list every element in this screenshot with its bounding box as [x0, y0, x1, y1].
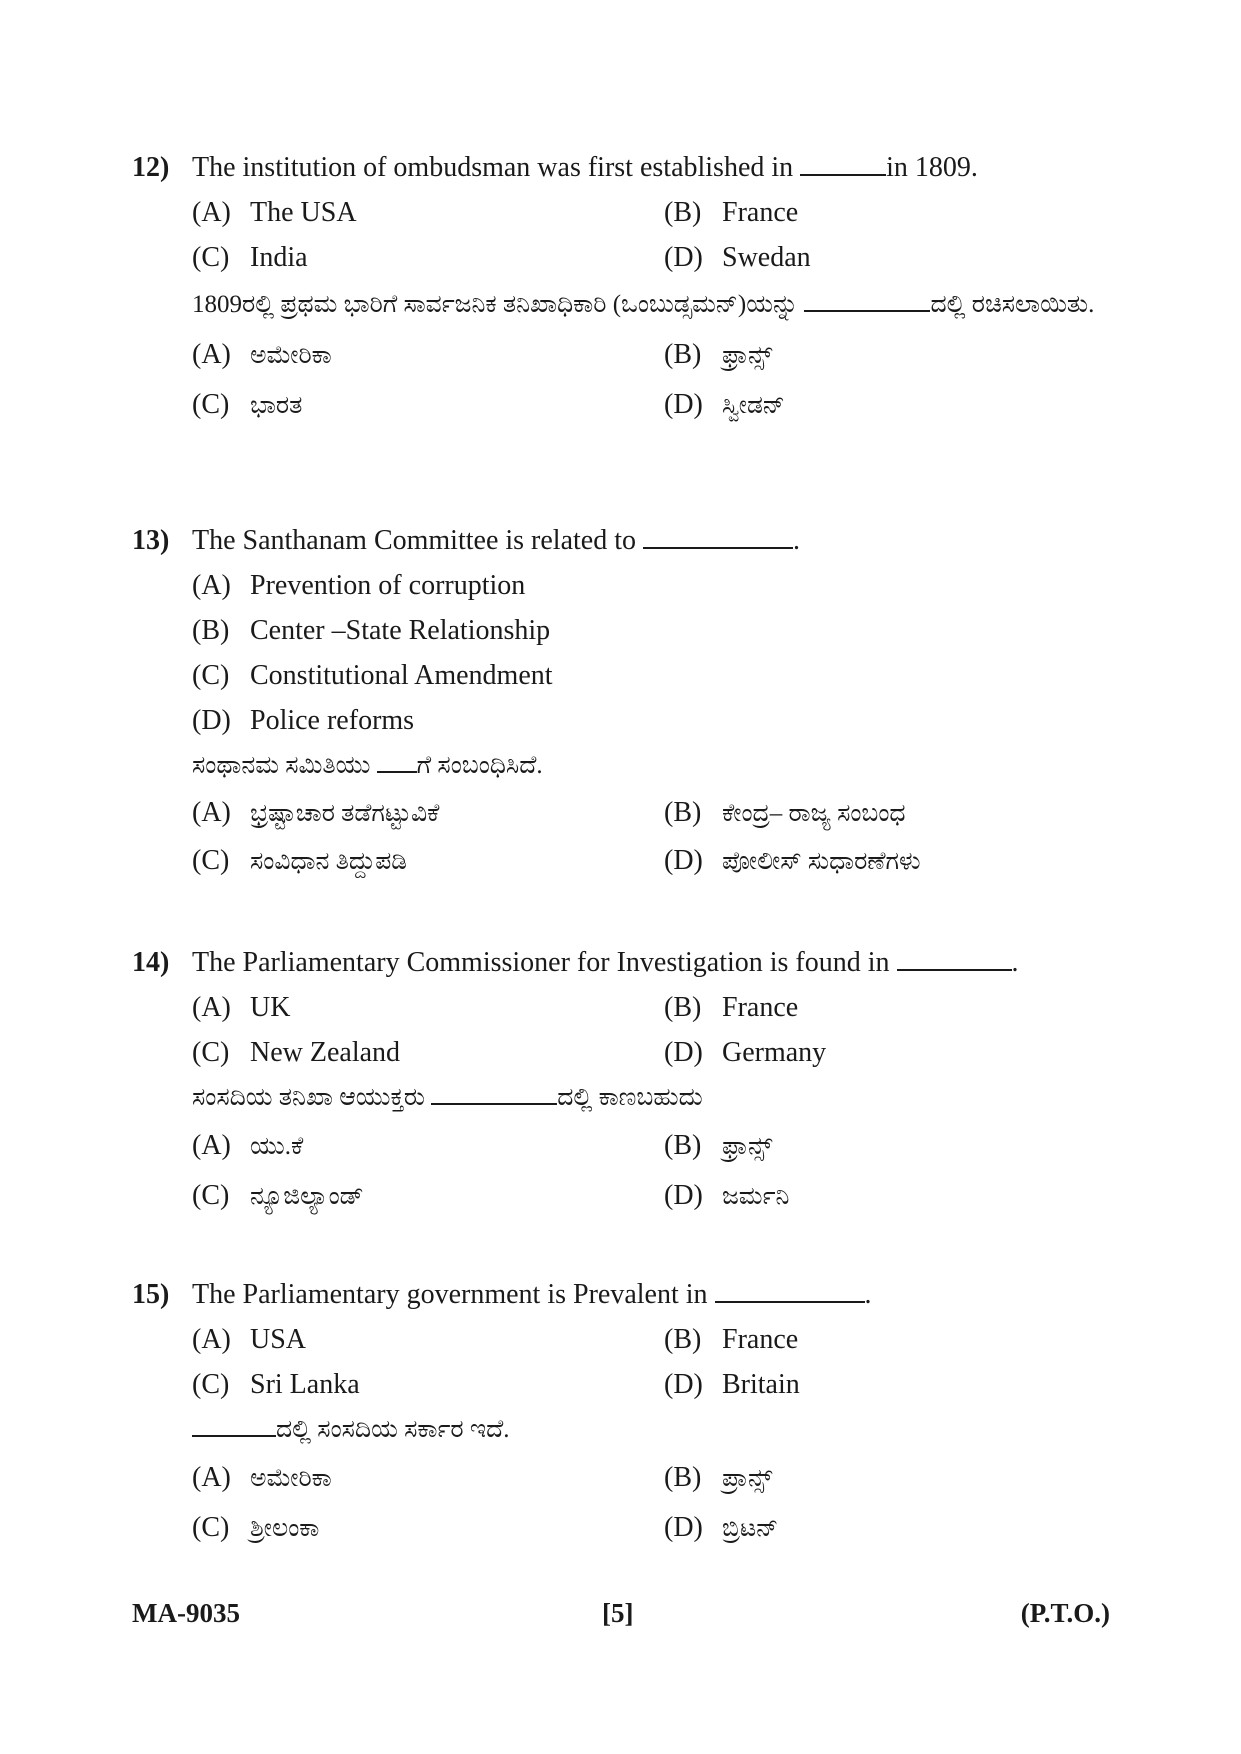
question-stem: [132, 940, 1122, 985]
option-c: (C) India: [192, 242, 308, 273]
kannada-option-b: (B) ಕೇಂದ್ರ– ರಾಜ್ಯ ಸಂಬಂಧ: [664, 797, 906, 828]
question-text: The Parliamentary government is Prevalent in .: [192, 1279, 872, 1310]
option-row: [132, 563, 1122, 608]
option-row: [132, 1317, 1122, 1362]
kannada-option-d: (D) ಬ್ರಿಟನ್: [664, 1512, 779, 1543]
option-row: [132, 698, 1122, 743]
question-number: 15): [132, 1279, 170, 1310]
answer-blank: [192, 1411, 276, 1437]
option-c: (C) New Zealand: [192, 1037, 401, 1068]
option-d: (D) Germany: [664, 1037, 827, 1068]
question-number: 14): [132, 947, 170, 978]
kannada-option-d: (D) ಸ್ವೀಡನ್: [664, 389, 785, 420]
kannada-question-text: 1809ರಲ್ಲಿ ಪ್ರಥಮ ಭಾರಿಗೆ ಸಾರ್ವಜನಿಕ ತನಿಖಾಧಿಕಾರಿ (ಒಂಬುಡ್ಸಮನ್)ಯನ್ನು ದಲ್ಲಿ ರಚಿಸಲಾಯಿತು.: [132, 284, 1122, 326]
please-turn-over: (P.T.O.): [1020, 1598, 1110, 1628]
option-c: (C) Sri Lanka: [192, 1369, 360, 1400]
question-text: The Parliamentary Commissioner for Investigation is found in .: [192, 947, 1019, 978]
answer-blank: [897, 945, 1012, 971]
answer-blank: [377, 747, 417, 773]
kannada-option-row: [132, 1121, 1122, 1171]
page-number: [5]: [602, 1598, 634, 1628]
answer-blank: [431, 1079, 557, 1105]
kannada-option-row: [132, 1171, 1122, 1221]
kannada-option-row: [132, 330, 1122, 380]
kannada-option-a: (A) ಅಮೇರಿಕಾ: [192, 1462, 332, 1493]
kannada-option-row: [132, 1453, 1122, 1503]
question-12: [132, 145, 1122, 430]
kannada-option-a: (A) ಭ್ರಷ್ಟಾಚಾರ ತಡೆಗಟ್ಟುವಿಕೆ: [192, 797, 440, 828]
answer-blank: [643, 523, 793, 549]
answer-blank: [715, 1277, 865, 1303]
page-footer: [132, 1598, 1110, 1638]
option-d: (D) Britain: [664, 1369, 800, 1400]
option-a: (A) USA: [192, 1324, 307, 1355]
question-14: [132, 940, 1122, 1221]
kannada-option-a: (A) ಯು.ಕೆ: [192, 1130, 304, 1161]
option-row: [132, 1362, 1122, 1407]
question-15: [132, 1272, 1122, 1553]
answer-blank: [800, 150, 886, 176]
option-row: [132, 653, 1122, 698]
question-text: The Santhanam Committee is related to .: [192, 525, 800, 556]
option-c: (C) Constitutional Amendment: [192, 660, 553, 691]
option-row: [132, 190, 1122, 235]
question-text: The institution of ombudsman was first established in in 1809.: [192, 152, 978, 183]
option-row: [132, 235, 1122, 280]
option-b: (B) France: [664, 197, 799, 228]
question-stem: [132, 518, 1122, 563]
question-number: 12): [132, 152, 170, 183]
kannada-option-b: (B) ಫ್ರಾನ್ಸ್: [664, 339, 773, 370]
kannada-option-row: [132, 837, 1122, 885]
kannada-option-b: (B) ಪ್ರಾನ್ಸ್: [664, 1462, 773, 1493]
kannada-option-row: [132, 380, 1122, 430]
kannada-question-text: ಸಂಥಾನಮ ಸಮಿತಿಯು ಗೆ ಸಂಬಂಧಿಸಿದೆ.: [132, 745, 1122, 787]
option-b: (B) France: [664, 992, 799, 1023]
option-row: [132, 985, 1122, 1030]
option-a: (A) UK: [192, 992, 291, 1023]
option-b: (B) France: [664, 1324, 799, 1355]
option-b: (B) Center –State Relationship: [192, 615, 551, 646]
answer-blank: [804, 286, 930, 312]
kannada-option-c: (C) ಶ್ರೀಲಂಕಾ: [192, 1512, 320, 1543]
option-row: [132, 1030, 1122, 1075]
kannada-option-row: [132, 1503, 1122, 1553]
kannada-question-text: ಸಂಸದಿಯ ತನಿಖಾ ಆಯುಕ್ತರು ದಲ್ಲಿ ಕಾಣಬಹುದು: [132, 1077, 1122, 1119]
option-a: (A) The USA: [192, 197, 357, 228]
question-13: [132, 518, 1122, 885]
option-a: (A) Prevention of corruption: [192, 570, 526, 601]
option-d: (D) Police reforms: [192, 705, 415, 736]
question-stem: [132, 145, 1122, 190]
kannada-question-text: ದಲ್ಲಿ ಸಂಸದಿಯ ಸರ್ಕಾರ ಇದೆ.: [132, 1409, 1122, 1451]
kannada-option-c: (C) ಸಂವಿಧಾನ ತಿದ್ದುಪಡಿ: [192, 845, 408, 876]
kannada-option-d: (D) ಜರ್ಮನಿ: [664, 1180, 790, 1211]
option-row: [132, 608, 1122, 653]
question-stem: [132, 1272, 1122, 1317]
option-d: (D) Swedan: [664, 242, 811, 273]
question-number: 13): [132, 525, 170, 556]
kannada-option-c: (C) ನ್ಯೂಜಿಲ್ಯಾಂಡ್: [192, 1180, 364, 1211]
kannada-option-a: (A) ಅಮೇರಿಕಾ: [192, 339, 332, 370]
paper-code: MA-9035: [132, 1598, 240, 1628]
kannada-option-c: (C) ಭಾರತ: [192, 389, 303, 420]
kannada-option-d: (D) ಪೋಲೀಸ್ ಸುಧಾರಣೆಗಳು: [664, 845, 921, 876]
kannada-option-b: (B) ಫ್ರಾನ್ಸ್: [664, 1130, 773, 1161]
kannada-option-row: [132, 789, 1122, 837]
